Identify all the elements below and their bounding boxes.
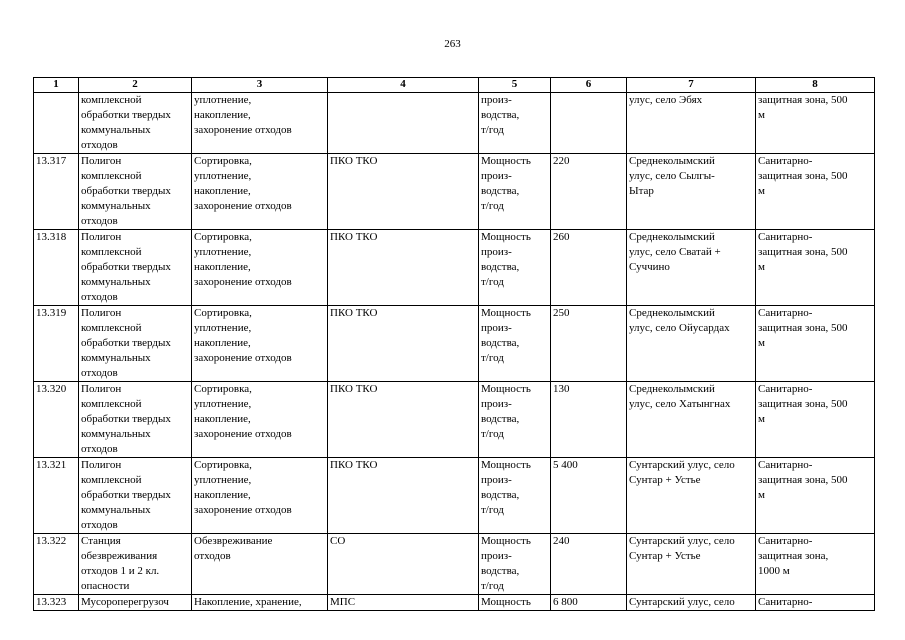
cell-object: Полигон комплексной обработки твердых коммунальных отходов [79, 230, 192, 306]
cell-value: 240 [551, 534, 627, 595]
column-header: 3 [192, 78, 328, 93]
cell-number: 13.323 [34, 595, 79, 611]
cell-number: 13.317 [34, 154, 79, 230]
cell-zone: защитная зона, 500 м [756, 93, 875, 154]
cell-location: Сунтарский улус, село Сунтар + Устье [627, 458, 756, 534]
cell-type: ПКО ТКО [328, 306, 479, 382]
table-row [34, 534, 875, 595]
cell-parameter: Мощность произ- водства, т/год [479, 382, 551, 458]
cell-zone: Санитарно- защитная зона, 500 м [756, 230, 875, 306]
cell-operations: Сортировка, уплотнение, накопление, захоронение отходов [192, 382, 328, 458]
cell-zone: Санитарно- защитная зона, 500 м [756, 154, 875, 230]
cell-zone: Санитарно- защитная зона, 1000 м [756, 534, 875, 595]
cell-type: ПКО ТКО [328, 382, 479, 458]
cell-value [551, 93, 627, 154]
cell-operations: Сортировка, уплотнение, накопление, захоронение отходов [192, 230, 328, 306]
table-row-continuation [34, 93, 875, 154]
data-table [33, 77, 875, 611]
table-row [34, 458, 875, 534]
cell-object: Станция обезвреживания отходов 1 и 2 кл. опасности [79, 534, 192, 595]
table-row [34, 306, 875, 382]
cell-value: 260 [551, 230, 627, 306]
cell-type: ПКО ТКО [328, 154, 479, 230]
cell-value: 5 400 [551, 458, 627, 534]
cell-type: ПКО ТКО [328, 458, 479, 534]
cell-location: улус, село Эбях [627, 93, 756, 154]
cell-object: Полигон комплексной обработки твердых коммунальных отходов [79, 154, 192, 230]
cell-operations: Накопление, хранение, [192, 595, 328, 611]
cell-type: МПС [328, 595, 479, 611]
column-header: 8 [756, 78, 875, 93]
column-header: 4 [328, 78, 479, 93]
cell-type: ПКО ТКО [328, 230, 479, 306]
cell-parameter: Мощность произ- водства, т/год [479, 534, 551, 595]
cell-location: Среднеколымский улус, село Сылгы- Ытар [627, 154, 756, 230]
cell-number [34, 93, 79, 154]
cell-location: Сунтарский улус, село [627, 595, 756, 611]
cell-operations: уплотнение, накопление, захоронение отходов [192, 93, 328, 154]
cell-number: 13.318 [34, 230, 79, 306]
cell-type [328, 93, 479, 154]
cell-value: 250 [551, 306, 627, 382]
column-header: 5 [479, 78, 551, 93]
cell-operations: Сортировка, уплотнение, накопление, захоронение отходов [192, 458, 328, 534]
cell-number: 13.321 [34, 458, 79, 534]
cell-parameter: Мощность произ- водства, т/год [479, 230, 551, 306]
cell-number: 13.319 [34, 306, 79, 382]
table-row [34, 154, 875, 230]
cell-location: Сунтарский улус, село Сунтар + Устье [627, 534, 756, 595]
cell-number: 13.322 [34, 534, 79, 595]
cell-number: 13.320 [34, 382, 79, 458]
header-row [34, 78, 875, 93]
cell-zone: Санитарно- защитная зона, 500 м [756, 306, 875, 382]
cell-value: 220 [551, 154, 627, 230]
cell-type: СО [328, 534, 479, 595]
table-row [34, 382, 875, 458]
cell-zone: Санитарно- защитная зона, 500 м [756, 458, 875, 534]
cell-object: Полигон комплексной обработки твердых коммунальных отходов [79, 382, 192, 458]
column-header: 6 [551, 78, 627, 93]
cell-value: 130 [551, 382, 627, 458]
cell-object: Полигон комплексной обработки твердых коммунальных отходов [79, 306, 192, 382]
cell-object: Полигон комплексной обработки твердых коммунальных отходов [79, 458, 192, 534]
cell-parameter: произ- водства, т/год [479, 93, 551, 154]
column-header: 1 [34, 78, 79, 93]
cell-operations: Сортировка, уплотнение, накопление, захоронение отходов [192, 154, 328, 230]
table-row-partial [34, 595, 875, 611]
column-header: 2 [79, 78, 192, 93]
cell-location: Среднеколымский улус, село Сватай + Суччино [627, 230, 756, 306]
cell-object: комплексной обработки твердых коммунальных отходов [79, 93, 192, 154]
cell-zone: Санитарно- защитная зона, 500 м [756, 382, 875, 458]
cell-operations: Сортировка, уплотнение, накопление, захоронение отходов [192, 306, 328, 382]
cell-location: Среднеколымский улус, село Хатынгнах [627, 382, 756, 458]
page-number: 263 [444, 38, 461, 50]
cell-parameter: Мощность [479, 595, 551, 611]
column-header: 7 [627, 78, 756, 93]
cell-object: Мусороперегрузоч [79, 595, 192, 611]
cell-location: Среднеколымский улус, село Ойусардах [627, 306, 756, 382]
table-row [34, 230, 875, 306]
cell-zone: Санитарно- [756, 595, 875, 611]
cell-parameter: Мощность произ- водства, т/год [479, 458, 551, 534]
cell-operations: Обезвреживание отходов [192, 534, 328, 595]
cell-value: 6 800 [551, 595, 627, 611]
cell-parameter: Мощность произ- водства, т/год [479, 154, 551, 230]
cell-parameter: Мощность произ- водства, т/год [479, 306, 551, 382]
